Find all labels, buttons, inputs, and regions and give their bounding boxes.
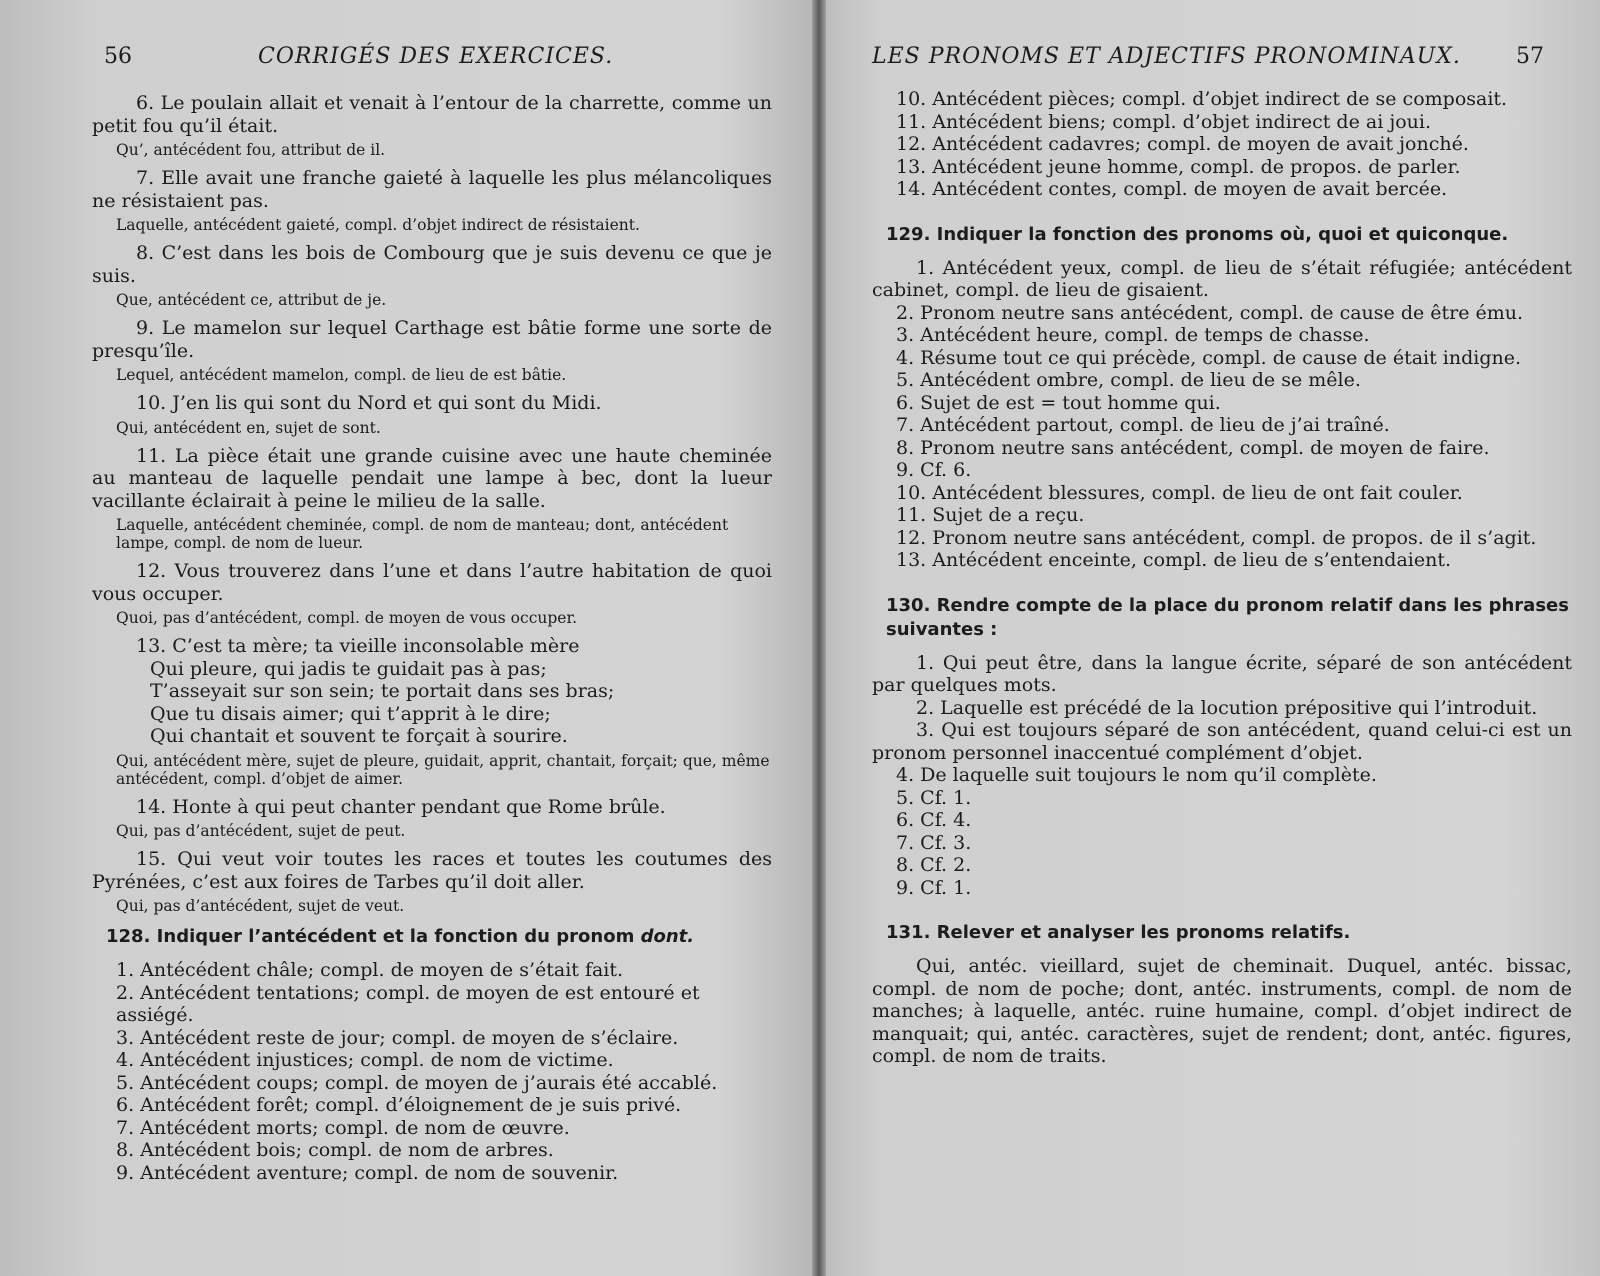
exercise-sentence: 9. Le mamelon sur lequel Carthage est bâtie forme une sorte de presqu’île. (92, 317, 772, 362)
answer-line: 2. Antécédent tentations; compl. de moyen de est entouré et assiégé. (116, 981, 700, 1026)
answer-line: Que, antécédent ce, attribut de je. (116, 291, 387, 309)
running-head: CORRIGÉS DES EXERCICES. (258, 44, 614, 69)
answer-line: 6. Cf. 4. (896, 809, 972, 831)
answer-line: 13. Antécédent enceinte, compl. de lieu de s’entendaient. (896, 549, 1452, 571)
exercise-sentence: 7. Elle avait une franche gaieté à laquelle les plus mélancoliques ne résistaient pas. (92, 167, 772, 212)
answer-line: 10. Antécédent pièces; compl. d’objet indirect de se composait. (896, 88, 1508, 110)
answer-line: 7. Antécédent morts; compl. de nom de œuvre. (116, 1116, 570, 1139)
answer-list-128 (92, 959, 772, 1184)
answer-line: 8. Antécédent bois; compl. de nom de arbres. (116, 1139, 554, 1161)
answer-line: 1. Qui peut être, dans la langue écrite, séparé de son antécédent par quelques mots. (872, 651, 1572, 696)
answer-line: 12. Pronom neutre sans antécédent, compl. de propos. de il s’agit. (896, 526, 1537, 549)
answer-line: Lequel, antécédent mamelon, compl. de lieu de est bâtie. (116, 366, 567, 384)
page-number: 56 (104, 44, 132, 69)
answer-line: 3. Qui est toujours séparé de son antécédent, quand celui-ci est un pronom personnel inaccentué complément d’objet. (872, 719, 1572, 764)
exercise-item (92, 392, 772, 437)
exercise-item (92, 848, 772, 915)
exercise-sentence: 12. Vous trouverez dans l’une et dans l’autre habitation de quoi vous occuper. (92, 560, 772, 605)
answer-line: 3. Antécédent heure, compl. de temps de chasse. (896, 324, 1370, 346)
answer-list-130 (872, 764, 1572, 899)
exercise-sentence: 14. Honte à qui peut chanter pendant que Rome brûle. (136, 795, 666, 818)
answer-line: 9. Cf. 1. (896, 876, 972, 899)
answer-line: Qu’, antécédent fou, attribut de il. (116, 141, 386, 159)
answer-line: 11. Antécédent biens; compl. d’objet indirect de ai joui. (896, 110, 1432, 133)
exercise-items-after (92, 796, 772, 916)
exercise-items (92, 92, 772, 627)
answer-line: 8. Cf. 2. (896, 854, 972, 876)
answer-line: Qui, antécédent en, sujet de sont. (116, 418, 381, 437)
answer-line: 6. Antécédent forêt; compl. d’éloignement de je suis privé. (116, 1094, 682, 1116)
exercise-item-13 (92, 635, 772, 788)
answer-line: 1. Antécédent châle; compl. de moyen de s’était fait. (116, 959, 624, 981)
answer-list-128-continued (872, 88, 1572, 201)
book-gutter (812, 0, 826, 1276)
left-page-body (92, 92, 772, 1184)
right-page-body (872, 88, 1572, 1068)
answer-line: Qui, pas d’antécédent, sujet de peut. (116, 822, 406, 840)
exercise-sentence: 15. Qui veut voir toutes les races et toutes les coutumes des Pyrénées, c’est aux foires de Tarbes qu’il doit aller. (92, 848, 772, 893)
answer-line: 2. Laquelle est précédé de la locution prépositive qui l’introduit. (916, 696, 1538, 719)
exercise-sentence: 11. La pièce était une grande cuisine avec une haute cheminée au manteau de laquelle pendait une lampe à bec, dont la lueur vacillante éclairait à peine le milieu de la salle. (92, 444, 772, 512)
exercise-sentence: 8. C’est dans les bois de Combourg que je suis devenu ce que je suis. (92, 242, 772, 287)
verse-line: Que tu disais aimer; qui t’apprit à le dire; (150, 702, 551, 725)
answer-line: 13. Antécédent jeune homme, compl. de propos. de parler. (896, 155, 1461, 178)
answer-list-129 (872, 302, 1572, 572)
answer-line: 5. Antécédent coups; compl. de moyen de j’aurais été accablé. (116, 1071, 718, 1094)
section-heading-131: 131. Relever et analyser les pronoms relatifs. (886, 922, 1351, 943)
verse-line: T’asseyait sur son sein; te portait dans ses bras; (150, 680, 615, 702)
verse-line: Qui chantait et souvent te forçait à sourire. (150, 725, 568, 747)
exercise-sentence: 10. J’en lis qui sont du Nord et qui sont du Midi. (136, 392, 602, 414)
answer-line: 4. Antécédent injustices; compl. de nom de victime. (116, 1049, 614, 1071)
answer-line: 11. Sujet de a reçu. (896, 504, 1085, 526)
answer-paragraph: Qui, antéc. vieillard, sujet de cheminait. Duquel, antéc. bissac, compl. de nom de poche; dont, antéc. instruments, compl. de nom de manches; à laquelle, antéc. ruine humaine, compl. d’objet indirect de manquait; qui, antéc. caractères, sujet de rendent; dont, antéc. figures, compl. de nom de traits. (872, 955, 1572, 1067)
section-heading-130: 130. Rendre compte de la place du pronom relatif dans les phrases suivantes : (886, 594, 1569, 640)
heading-keyword: dont. (640, 926, 695, 947)
answer-line: Laquelle, antécédent cheminée, compl. de nom de manteau; dont, antécédent lampe, compl. de nom de lueur. (116, 516, 729, 552)
answer-line: Qui, antécédent mère, sujet de pleure, guidait, apprit, chantait, forçait; que, même antécédent, compl. d’objet de aimer. (116, 751, 770, 788)
running-head: LES PRONOMS ET ADJECTIFS PRONOMINAUX. (872, 44, 1461, 69)
answer-line: 9. Antécédent aventure; compl. de nom de souvenir. (116, 1161, 619, 1184)
answer-line: 3. Antécédent reste de jour; compl. de moyen de s’éclaire. (116, 1026, 679, 1049)
answer-line: 5. Cf. 1. (896, 786, 972, 809)
answer-line: 14. Antécédent contes, compl. de moyen de avait bercée. (896, 178, 1448, 200)
exercise-item (92, 560, 772, 627)
answer-line: 7. Cf. 3. (896, 831, 972, 854)
answer-line: Quoi, pas d’antécédent, compl. de moyen de vous occuper. (116, 609, 578, 627)
heading-text: 128. Indiquer l’antécédent et la fonction du pronom (106, 926, 635, 947)
exercise-item (92, 445, 772, 553)
exercise-item (92, 317, 772, 384)
exercise-item (92, 242, 772, 309)
exercise-sentence: 6. Le poulain allait et venait à l’entour de la charrette, comme un petit fou qu’il était. (92, 92, 772, 137)
answer-line: Qui, pas d’antécédent, sujet de veut. (116, 897, 405, 915)
exercise-item (92, 167, 772, 234)
right-page (826, 0, 1600, 1276)
verse-line: 13. C’est ta mère; ta vieille inconsolable mère (136, 635, 580, 657)
answer-line: 7. Antécédent partout, compl. de lieu de j’ai traîné. (896, 414, 1390, 436)
answer-line: 1. Antécédent yeux, compl. de lieu de s’était réfugiée; antécédent cabinet, compl. de lieu de gisaient. (872, 256, 1572, 301)
answer-line: Laquelle, antécédent gaieté, compl. d’objet indirect de résistaient. (116, 216, 640, 234)
answer-line: 8. Pronom neutre sans antécédent, compl. de moyen de faire. (896, 436, 1490, 459)
exercise-item (92, 92, 772, 159)
answer-line: 9. Cf. 6. (896, 459, 972, 481)
answer-line: 12. Antécédent cadavres; compl. de moyen de avait jonché. (896, 133, 1469, 155)
verse-line: Qui pleure, qui jadis te guidait pas à pas; (150, 657, 547, 680)
answer-line: 4. Résume tout ce qui précède, compl. de cause de était indigne. (896, 346, 1522, 369)
answer-line: 6. Sujet de est = tout homme qui. (896, 391, 1221, 414)
answer-line: 10. Antécédent blessures, compl. de lieu de ont fait couler. (896, 481, 1463, 504)
answer-line: 5. Antécédent ombre, compl. de lieu de se mêle. (896, 369, 1361, 391)
section-heading-129: 129. Indiquer la fonction des pronoms où, quoi et quiconque. (886, 223, 1509, 245)
answer-line: 2. Pronom neutre sans antécédent, compl. de cause de être ému. (896, 301, 1524, 324)
section-heading-128 (106, 925, 772, 949)
page-number: 57 (1516, 44, 1544, 69)
exercise-item (92, 796, 772, 841)
answer-line: 4. De laquelle suit toujours le nom qu’il complète. (896, 764, 1377, 786)
